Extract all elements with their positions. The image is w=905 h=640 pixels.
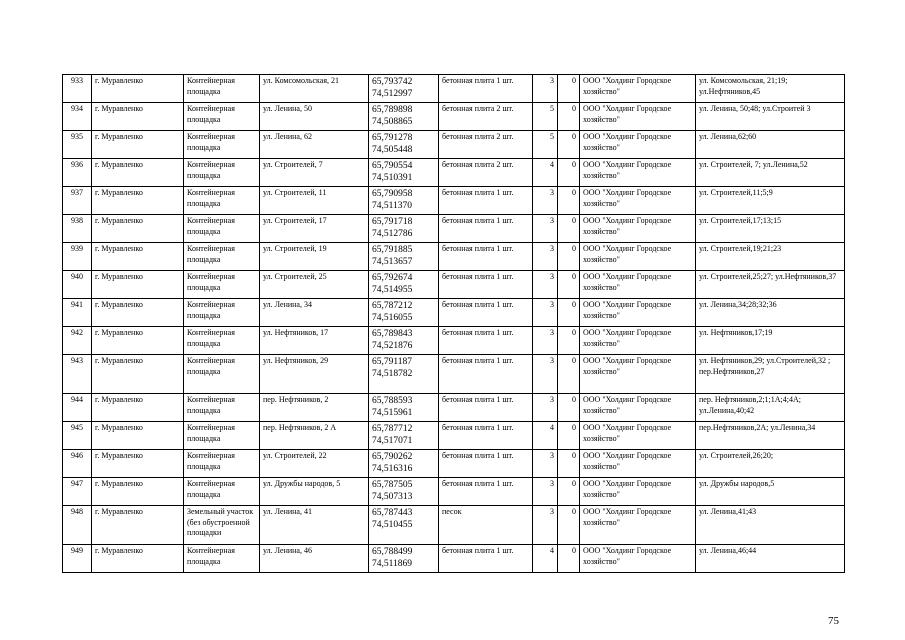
surface-cell: бетонная плита 1 шт. xyxy=(439,422,533,450)
city-cell: г. Муравленко xyxy=(92,131,184,159)
owner-cell: ООО "Холдинг Городское хозяйство" xyxy=(580,75,696,103)
site-type-cell: Контейнерная площадка xyxy=(184,450,260,478)
owner-cell: ООО "Холдинг Городское хозяйство" xyxy=(580,450,696,478)
row-number: 940 xyxy=(63,271,92,299)
row-number: 945 xyxy=(63,422,92,450)
served-addresses-cell: пер. Нефтяников,2;1;1А;4;4А; ул.Ленина,40;42 xyxy=(696,394,845,422)
surface-cell: бетонная плита 1 шт. xyxy=(439,187,533,215)
table-row xyxy=(63,545,845,573)
served-addresses-cell: ул. Ленина,62;60 xyxy=(696,131,845,159)
row-number: 937 xyxy=(63,187,92,215)
surface-cell: бетонная плита 1 шт. xyxy=(439,215,533,243)
row-number: 942 xyxy=(63,327,92,355)
surface-cell: бетонная плита 1 шт. xyxy=(439,355,533,394)
address-cell: пер. Нефтяников, 2 А xyxy=(260,422,369,450)
city-cell: г. Муравленко xyxy=(92,243,184,271)
address-cell: пер. Нефтяников, 2 xyxy=(260,394,369,422)
address-cell: ул. Комсомольская, 21 xyxy=(260,75,369,103)
container-qty-cell: 3 xyxy=(533,299,558,327)
surface-cell: бетонная плита 2 шт. xyxy=(439,159,533,187)
site-type-cell: Контейнерная площадка xyxy=(184,75,260,103)
owner-cell: ООО "Холдинг Городское хозяйство" xyxy=(580,299,696,327)
address-cell: ул. Нефтяников, 17 xyxy=(260,327,369,355)
table-row xyxy=(63,187,845,215)
surface-cell: бетонная плита 1 шт. xyxy=(439,394,533,422)
owner-cell: ООО "Холдинг Городское хозяйство" xyxy=(580,215,696,243)
row-number: 944 xyxy=(63,394,92,422)
site-type-cell: Контейнерная площадка xyxy=(184,394,260,422)
coordinates-cell xyxy=(369,506,439,545)
longitude-value: 74,512997 xyxy=(372,89,413,99)
served-addresses-cell: ул. Комсомольская, 21;19; ул.Нефтяников,45 xyxy=(696,75,845,103)
count-cell: 0 xyxy=(558,422,580,450)
count-cell: 0 xyxy=(558,243,580,271)
latitude-value: 65,787212 xyxy=(372,301,413,311)
table-row xyxy=(63,394,845,422)
surface-cell: бетонная плита 1 шт. xyxy=(439,545,533,573)
row-number: 941 xyxy=(63,299,92,327)
site-type-cell: Контейнерная площадка xyxy=(184,545,260,573)
latitude-value: 65,789898 xyxy=(372,105,413,115)
surface-cell: песок xyxy=(439,506,533,545)
container-qty-cell: 4 xyxy=(533,159,558,187)
count-cell: 0 xyxy=(558,131,580,159)
coordinates-cell xyxy=(369,215,439,243)
address-cell: ул. Строителей, 17 xyxy=(260,215,369,243)
served-addresses-cell: ул. Строителей, 7; ул.Ленина,52 xyxy=(696,159,845,187)
city-cell: г. Муравленко xyxy=(92,478,184,506)
row-number: 943 xyxy=(63,355,92,394)
surface-cell: бетонная плита 1 шт. xyxy=(439,271,533,299)
container-qty-cell: 3 xyxy=(533,215,558,243)
container-qty-cell: 3 xyxy=(533,327,558,355)
table-row xyxy=(63,299,845,327)
container-qty-cell: 3 xyxy=(533,478,558,506)
row-number: 948 xyxy=(63,506,92,545)
container-qty-cell: 3 xyxy=(533,450,558,478)
container-sites-table xyxy=(62,74,845,573)
row-number: 949 xyxy=(63,545,92,573)
row-number: 936 xyxy=(63,159,92,187)
site-type-cell: Контейнерная площадка xyxy=(184,187,260,215)
latitude-value: 65,787712 xyxy=(372,424,413,434)
latitude-value: 65,788593 xyxy=(372,396,413,406)
coordinates-cell xyxy=(369,299,439,327)
coordinates-cell xyxy=(369,327,439,355)
owner-cell: ООО "Холдинг Городское хозяйство" xyxy=(580,103,696,131)
table-row xyxy=(63,215,845,243)
coordinates-cell xyxy=(369,131,439,159)
site-type-cell: Контейнерная площадка xyxy=(184,103,260,131)
count-cell: 0 xyxy=(558,75,580,103)
container-qty-cell: 3 xyxy=(533,271,558,299)
longitude-value: 74,505448 xyxy=(372,145,413,155)
row-number: 933 xyxy=(63,75,92,103)
container-qty-cell: 5 xyxy=(533,131,558,159)
served-addresses-cell: пер.Нефтяников,2А; ул.Ленина,34 xyxy=(696,422,845,450)
site-type-cell: Контейнерная площадка xyxy=(184,243,260,271)
longitude-value: 74,514955 xyxy=(372,285,413,295)
city-cell: г. Муравленко xyxy=(92,159,184,187)
count-cell: 0 xyxy=(558,506,580,545)
count-cell: 0 xyxy=(558,478,580,506)
longitude-value: 74,508865 xyxy=(372,117,413,127)
city-cell: г. Муравленко xyxy=(92,355,184,394)
address-cell: ул. Нефтяников, 29 xyxy=(260,355,369,394)
coordinates-cell xyxy=(369,394,439,422)
site-type-cell: Контейнерная площадка xyxy=(184,159,260,187)
city-cell: г. Муравленко xyxy=(92,327,184,355)
surface-cell: бетонная плита 2 шт. xyxy=(439,103,533,131)
table-row xyxy=(63,159,845,187)
latitude-value: 65,787443 xyxy=(372,508,413,518)
surface-cell: бетонная плита 1 шт. xyxy=(439,243,533,271)
table-row xyxy=(63,450,845,478)
count-cell: 0 xyxy=(558,450,580,478)
row-number: 935 xyxy=(63,131,92,159)
latitude-value: 65,793742 xyxy=(372,77,413,87)
table-row xyxy=(63,75,845,103)
site-type-cell: Контейнерная площадка xyxy=(184,215,260,243)
row-number: 934 xyxy=(63,103,92,131)
container-qty-cell: 5 xyxy=(533,103,558,131)
served-addresses-cell: ул. Строителей,19;21;23 xyxy=(696,243,845,271)
longitude-value: 74,516055 xyxy=(372,313,413,323)
count-cell: 0 xyxy=(558,159,580,187)
address-cell: ул. Ленина, 62 xyxy=(260,131,369,159)
site-type-cell: Контейнерная площадка xyxy=(184,422,260,450)
latitude-value: 65,792674 xyxy=(372,273,413,283)
served-addresses-cell: ул. Строителей,17;13;15 xyxy=(696,215,845,243)
coordinates-cell xyxy=(369,75,439,103)
surface-cell: бетонная плита 1 шт. xyxy=(439,299,533,327)
served-addresses-cell: ул. Ленина, 50;48; ул.Строитей 3 xyxy=(696,103,845,131)
surface-cell: бетонная плита 1 шт. xyxy=(439,75,533,103)
longitude-value: 74,521876 xyxy=(372,341,413,351)
container-qty-cell: 3 xyxy=(533,355,558,394)
city-cell: г. Муравленко xyxy=(92,422,184,450)
coordinates-cell xyxy=(369,478,439,506)
served-addresses-cell: ул. Ленина,46;44 xyxy=(696,545,845,573)
coordinates-cell xyxy=(369,103,439,131)
table-row xyxy=(63,271,845,299)
city-cell: г. Муравленко xyxy=(92,75,184,103)
surface-cell: бетонная плита 1 шт. xyxy=(439,478,533,506)
address-cell: ул. Ленина, 41 xyxy=(260,506,369,545)
city-cell: г. Муравленко xyxy=(92,299,184,327)
count-cell: 0 xyxy=(558,327,580,355)
city-cell: г. Муравленко xyxy=(92,394,184,422)
longitude-value: 74,513657 xyxy=(372,257,413,267)
address-cell: ул. Строителей, 25 xyxy=(260,271,369,299)
city-cell: г. Муравленко xyxy=(92,450,184,478)
longitude-value: 74,510391 xyxy=(372,173,413,183)
owner-cell: ООО "Холдинг Городское хозяйство" xyxy=(580,355,696,394)
row-number: 938 xyxy=(63,215,92,243)
table-row xyxy=(63,422,845,450)
container-qty-cell: 3 xyxy=(533,506,558,545)
coordinates-cell xyxy=(369,187,439,215)
owner-cell: ООО "Холдинг Городское хозяйство" xyxy=(580,545,696,573)
owner-cell: ООО "Холдинг Городское хозяйство" xyxy=(580,327,696,355)
longitude-value: 74,511869 xyxy=(372,559,413,569)
surface-cell: бетонная плита 2 шт. xyxy=(439,131,533,159)
table-row xyxy=(63,243,845,271)
count-cell: 0 xyxy=(558,355,580,394)
row-number: 939 xyxy=(63,243,92,271)
container-qty-cell: 3 xyxy=(533,243,558,271)
surface-cell: бетонная плита 1 шт. xyxy=(439,450,533,478)
owner-cell: ООО "Холдинг Городское хозяйство" xyxy=(580,478,696,506)
address-cell: ул. Ленина, 46 xyxy=(260,545,369,573)
latitude-value: 65,790958 xyxy=(372,189,413,199)
address-cell: ул. Строителей, 22 xyxy=(260,450,369,478)
table-row xyxy=(63,355,845,394)
owner-cell: ООО "Холдинг Городское хозяйство" xyxy=(580,131,696,159)
longitude-value: 74,512786 xyxy=(372,229,413,239)
longitude-value: 74,515961 xyxy=(372,408,413,418)
owner-cell: ООО "Холдинг Городское хозяйство" xyxy=(580,271,696,299)
latitude-value: 65,791278 xyxy=(372,133,413,143)
latitude-value: 65,790262 xyxy=(372,452,413,462)
table-body xyxy=(63,75,845,573)
container-qty-cell: 3 xyxy=(533,187,558,215)
city-cell: г. Муравленко xyxy=(92,215,184,243)
container-qty-cell: 4 xyxy=(533,422,558,450)
coordinates-cell xyxy=(369,422,439,450)
count-cell: 0 xyxy=(558,299,580,327)
table-row xyxy=(63,506,845,545)
latitude-value: 65,791718 xyxy=(372,217,413,227)
site-type-cell: Контейнерная площадка xyxy=(184,355,260,394)
site-type-cell: Контейнерная площадка xyxy=(184,478,260,506)
owner-cell: ООО "Холдинг Городское хозяйство" xyxy=(580,422,696,450)
coordinates-cell xyxy=(369,159,439,187)
served-addresses-cell: ул. Дружбы народов,5 xyxy=(696,478,845,506)
site-type-cell: Земельный участок (без обустроенной площадки xyxy=(184,506,260,545)
row-number: 947 xyxy=(63,478,92,506)
address-cell: ул. Дружбы народов, 5 xyxy=(260,478,369,506)
longitude-value: 74,517071 xyxy=(372,436,413,446)
city-cell: г. Муравленко xyxy=(92,506,184,545)
longitude-value: 74,518782 xyxy=(372,369,413,379)
longitude-value: 74,516316 xyxy=(372,464,413,474)
surface-cell: бетонная плита 1 шт. xyxy=(439,327,533,355)
owner-cell: ООО "Холдинг Городское хозяйство" xyxy=(580,187,696,215)
owner-cell: ООО "Холдинг Городское хозяйство" xyxy=(580,394,696,422)
longitude-value: 74,511370 xyxy=(372,201,413,211)
city-cell: г. Муравленко xyxy=(92,271,184,299)
page-number: 75 xyxy=(828,615,839,627)
owner-cell: ООО "Холдинг Городское хозяйство" xyxy=(580,243,696,271)
served-addresses-cell: ул. Ленина,41;43 xyxy=(696,506,845,545)
latitude-value: 65,791885 xyxy=(372,245,413,255)
coordinates-cell xyxy=(369,355,439,394)
coordinates-cell xyxy=(369,545,439,573)
served-addresses-cell: ул. Строителей,26;20; xyxy=(696,450,845,478)
row-number: 946 xyxy=(63,450,92,478)
table-row xyxy=(63,103,845,131)
table-row xyxy=(63,327,845,355)
latitude-value: 65,787505 xyxy=(372,480,413,490)
latitude-value: 65,791187 xyxy=(372,357,413,367)
site-type-cell: Контейнерная площадка xyxy=(184,271,260,299)
count-cell: 0 xyxy=(558,215,580,243)
site-type-cell: Контейнерная площадка xyxy=(184,327,260,355)
container-qty-cell: 3 xyxy=(533,75,558,103)
coordinates-cell xyxy=(369,243,439,271)
table-row xyxy=(63,478,845,506)
address-cell: ул. Строителей, 19 xyxy=(260,243,369,271)
served-addresses-cell: ул. Ленина,34;28;32;36 xyxy=(696,299,845,327)
count-cell: 0 xyxy=(558,103,580,131)
address-cell: ул. Строителей, 11 xyxy=(260,187,369,215)
served-addresses-cell: ул. Нефтяников,29; ул.Строителей,32 ; пер.Нефтяников,27 xyxy=(696,355,845,394)
city-cell: г. Муравленко xyxy=(92,545,184,573)
longitude-value: 74,510455 xyxy=(372,520,413,530)
count-cell: 0 xyxy=(558,187,580,215)
count-cell: 0 xyxy=(558,394,580,422)
longitude-value: 74,507313 xyxy=(372,492,413,502)
address-cell: ул. Строителей, 7 xyxy=(260,159,369,187)
container-qty-cell: 4 xyxy=(533,545,558,573)
latitude-value: 65,789843 xyxy=(372,329,413,339)
latitude-value: 65,790554 xyxy=(372,161,413,171)
container-qty-cell: 3 xyxy=(533,394,558,422)
owner-cell: ООО "Холдинг Городское хозяйство" xyxy=(580,159,696,187)
site-type-cell: Контейнерная площадка xyxy=(184,131,260,159)
city-cell: г. Муравленко xyxy=(92,103,184,131)
served-addresses-cell: ул. Строителей,25;27; ул.Нефтяников,37 xyxy=(696,271,845,299)
served-addresses-cell: ул. Нефтяников,17;19 xyxy=(696,327,845,355)
owner-cell: ООО "Холдинг Городское хозяйство" xyxy=(580,506,696,545)
address-cell: ул. Ленина, 34 xyxy=(260,299,369,327)
site-type-cell: Контейнерная площадка xyxy=(184,299,260,327)
coordinates-cell xyxy=(369,271,439,299)
served-addresses-cell: ул. Строителей,11;5;9 xyxy=(696,187,845,215)
table-row xyxy=(63,131,845,159)
latitude-value: 65,788499 xyxy=(372,547,413,557)
city-cell: г. Муравленко xyxy=(92,187,184,215)
count-cell: 0 xyxy=(558,545,580,573)
coordinates-cell xyxy=(369,450,439,478)
count-cell: 0 xyxy=(558,271,580,299)
address-cell: ул. Ленина, 50 xyxy=(260,103,369,131)
